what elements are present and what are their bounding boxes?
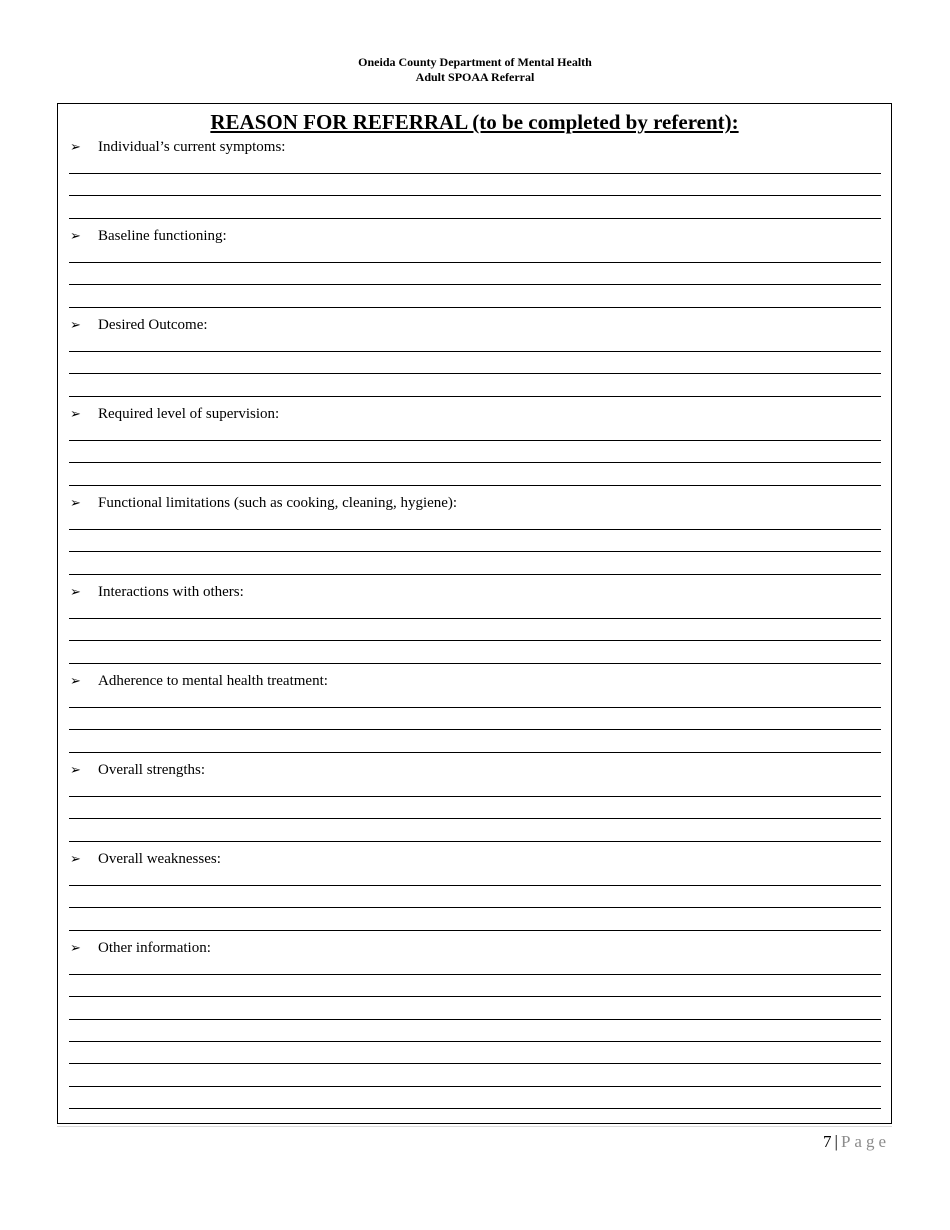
arrow-bullet-icon: ➢: [70, 852, 81, 867]
page-separator: |: [834, 1132, 838, 1151]
answer-line[interactable]: [69, 618, 881, 619]
form-title: REASON FOR REFERRAL (to be completed by referent):: [210, 110, 739, 134]
answer-line[interactable]: [69, 1108, 881, 1109]
answer-line[interactable]: [69, 1041, 881, 1042]
answer-line[interactable]: [69, 262, 881, 263]
answer-line[interactable]: [69, 663, 881, 664]
section-label-text: Adherence to mental health treatment:: [98, 673, 328, 689]
arrow-bullet-icon: ➢: [70, 674, 81, 689]
document-header: [0, 55, 950, 85]
answer-line[interactable]: [69, 195, 881, 196]
section-label-text: Baseline functioning:: [98, 228, 227, 244]
arrow-bullet-icon: ➢: [70, 140, 81, 155]
section-label-text: Required level of supervision:: [98, 406, 280, 422]
section-label-text: Overall strengths:: [98, 762, 206, 778]
answer-line[interactable]: [69, 729, 881, 730]
section-label-text: Functional limitations (such as cooking, cleaning, hygiene):: [98, 495, 458, 511]
answer-line[interactable]: [69, 996, 881, 997]
answer-line[interactable]: [69, 485, 881, 486]
section-label: [70, 671, 328, 692]
section-label: [70, 493, 457, 514]
section-label: [70, 760, 205, 781]
arrow-bullet-icon: ➢: [70, 496, 81, 511]
section-label-text: Individual’s current symptoms:: [98, 139, 286, 155]
arrow-bullet-icon: ➢: [70, 407, 81, 422]
answer-line[interactable]: [69, 173, 881, 174]
answer-line[interactable]: [69, 440, 881, 441]
answer-line[interactable]: [69, 707, 881, 708]
arrow-bullet-icon: ➢: [70, 318, 81, 333]
page-word: Page: [840, 1132, 890, 1151]
section-label-text: Other information:: [98, 940, 211, 956]
section-label-text: Desired Outcome:: [98, 317, 208, 333]
answer-line[interactable]: [69, 907, 881, 908]
answer-line[interactable]: [69, 752, 881, 753]
section-label: [70, 226, 227, 247]
section-label: [70, 315, 208, 336]
form-name: Adult SPOAA Referral: [415, 70, 535, 84]
section-label-text: Interactions with others:: [98, 584, 244, 600]
answer-line[interactable]: [69, 574, 881, 575]
section-label: [70, 938, 211, 959]
answer-line[interactable]: [69, 551, 881, 552]
section-label: [70, 582, 244, 603]
section-label-text: Overall weaknesses:: [98, 851, 221, 867]
answer-line[interactable]: [69, 841, 881, 842]
referral-form-box: [57, 103, 892, 1124]
answer-line[interactable]: [69, 284, 881, 285]
page-number-value: 7: [823, 1132, 832, 1151]
answer-line[interactable]: [69, 930, 881, 931]
section-label: [70, 137, 285, 158]
answer-line[interactable]: [69, 974, 881, 975]
answer-line[interactable]: [69, 640, 881, 641]
answer-line[interactable]: [69, 396, 881, 397]
answer-line[interactable]: [69, 796, 881, 797]
answer-line[interactable]: [69, 307, 881, 308]
answer-line[interactable]: [69, 1086, 881, 1087]
arrow-bullet-icon: ➢: [70, 763, 81, 778]
page-number: [823, 1131, 890, 1153]
answer-line[interactable]: [69, 529, 881, 530]
answer-line[interactable]: [69, 818, 881, 819]
arrow-bullet-icon: ➢: [70, 585, 81, 600]
organization-name: Oneida County Department of Mental Health: [358, 55, 592, 69]
footer-rule: [57, 1126, 892, 1127]
answer-line[interactable]: [69, 351, 881, 352]
section-label: [70, 849, 221, 870]
answer-line[interactable]: [69, 1063, 881, 1064]
arrow-bullet-icon: ➢: [70, 229, 81, 244]
answer-line[interactable]: [69, 885, 881, 886]
section-label: [70, 404, 279, 425]
answer-line[interactable]: [69, 1019, 881, 1020]
answer-line[interactable]: [69, 218, 881, 219]
arrow-bullet-icon: ➢: [70, 941, 81, 956]
answer-line[interactable]: [69, 462, 881, 463]
answer-line[interactable]: [69, 373, 881, 374]
